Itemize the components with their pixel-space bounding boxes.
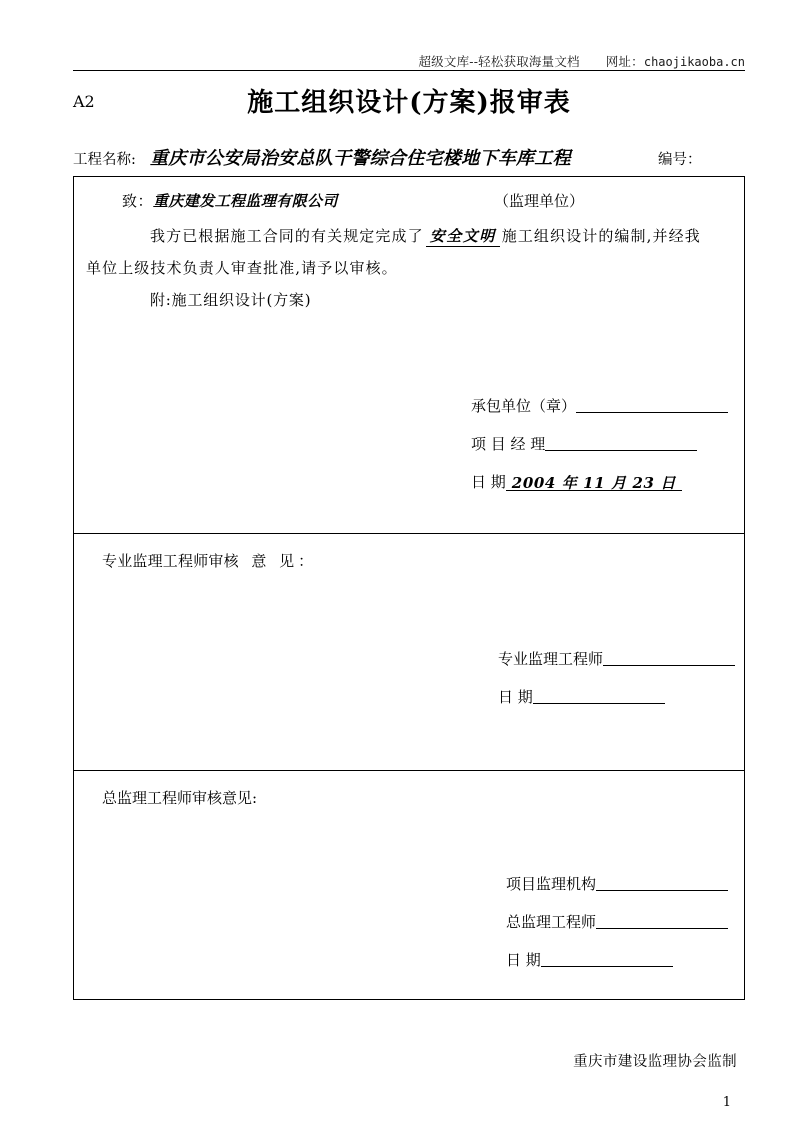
addressee-line xyxy=(122,194,338,209)
specialist-engineer-field[interactable] xyxy=(603,652,735,666)
contractor-date-row xyxy=(471,471,728,509)
header-site-name: 超级文库--轻松获取海量文档 xyxy=(418,54,580,69)
serial-number-label: 编号： xyxy=(658,152,702,168)
supervision-org-field[interactable] xyxy=(596,877,728,891)
project-manager-label: 项 目 经 理 xyxy=(471,435,546,453)
chief-review-section xyxy=(74,771,744,1001)
chief-engineer-row xyxy=(506,911,728,949)
form-code-label: A2 xyxy=(73,92,95,111)
running-header xyxy=(73,52,745,70)
contractor-seal-field[interactable] xyxy=(576,399,728,413)
attachment-line xyxy=(122,293,311,308)
contractor-section xyxy=(74,177,744,534)
declaration-text-after: 施工组织设计的编制,并经我 xyxy=(501,227,701,245)
declaration-line-1 xyxy=(122,229,701,244)
specialist-review-section xyxy=(74,534,744,771)
supervision-org-label: 项目监理机构 xyxy=(506,875,597,893)
specialist-engineer-row xyxy=(498,648,735,686)
title-row xyxy=(73,82,745,120)
chief-engineer-field[interactable] xyxy=(596,915,728,929)
contractor-signature-block xyxy=(471,395,728,509)
specialist-heading-main: 专业监理工程师审 xyxy=(102,552,224,570)
contractor-date-field[interactable]: 2004 年 11 月 23 日 xyxy=(506,472,682,491)
chief-date-field[interactable] xyxy=(541,953,673,967)
chief-opinion-heading: 总监理工程师审核意见: xyxy=(102,789,258,807)
contractor-seal-label: 承包单位（章） xyxy=(471,397,577,415)
specialist-heading-colon: ： xyxy=(298,552,314,570)
specialist-date-label: 日 期 xyxy=(498,688,533,706)
specialist-opinion-heading xyxy=(102,550,313,571)
chief-date-row xyxy=(506,949,728,987)
header-divider xyxy=(73,70,745,71)
specialist-heading-spaced: 核 意 见 xyxy=(223,552,299,570)
chief-signature-block xyxy=(506,873,728,987)
project-manager-field[interactable] xyxy=(545,437,697,451)
project-name-label: 工程名称: xyxy=(73,152,136,168)
addressee-value: 重庆建发工程监理有限公司 xyxy=(153,192,338,210)
contractor-date-label: 日 期 xyxy=(471,473,506,491)
addressee-label: 致： xyxy=(122,192,154,210)
supervision-unit-note: （监理单位） xyxy=(494,192,585,210)
declaration-text-before: 我方已根据施工合同的有关规定完成了 xyxy=(150,227,424,245)
attachment-text: 附:施工组织设计(方案) xyxy=(150,291,312,309)
issuer-note: 重庆市建设监理协会监制 xyxy=(573,1054,737,1070)
report-form-table xyxy=(73,176,745,1000)
contractor-seal-row xyxy=(471,395,728,433)
chief-engineer-label: 总监理工程师 xyxy=(506,913,597,931)
header-url-value: chaojikaoba.cn xyxy=(643,55,745,69)
header-url-label: 网址： xyxy=(605,54,644,69)
project-name-value: 重庆市公安局治安总队干警综合住宅楼地下车库工程 xyxy=(150,148,571,169)
specialist-engineer-label: 专业监理工程师 xyxy=(498,650,604,668)
supervision-org-row xyxy=(506,873,728,911)
specialist-date-field[interactable] xyxy=(533,690,665,704)
specialist-date-row xyxy=(498,686,735,724)
page-number: 1 xyxy=(722,1095,731,1110)
page-title: 施工组织设计(方案)报审表 xyxy=(247,88,571,118)
chief-date-label: 日 期 xyxy=(506,951,541,969)
declaration-line-2: 单位上级技术负责人审查批准,请予以审核。 xyxy=(86,259,398,277)
specialist-signature-block xyxy=(498,648,735,724)
project-manager-row xyxy=(471,433,728,471)
project-name-row xyxy=(73,144,745,170)
design-type-filled-value: 安全文明 xyxy=(426,227,500,247)
